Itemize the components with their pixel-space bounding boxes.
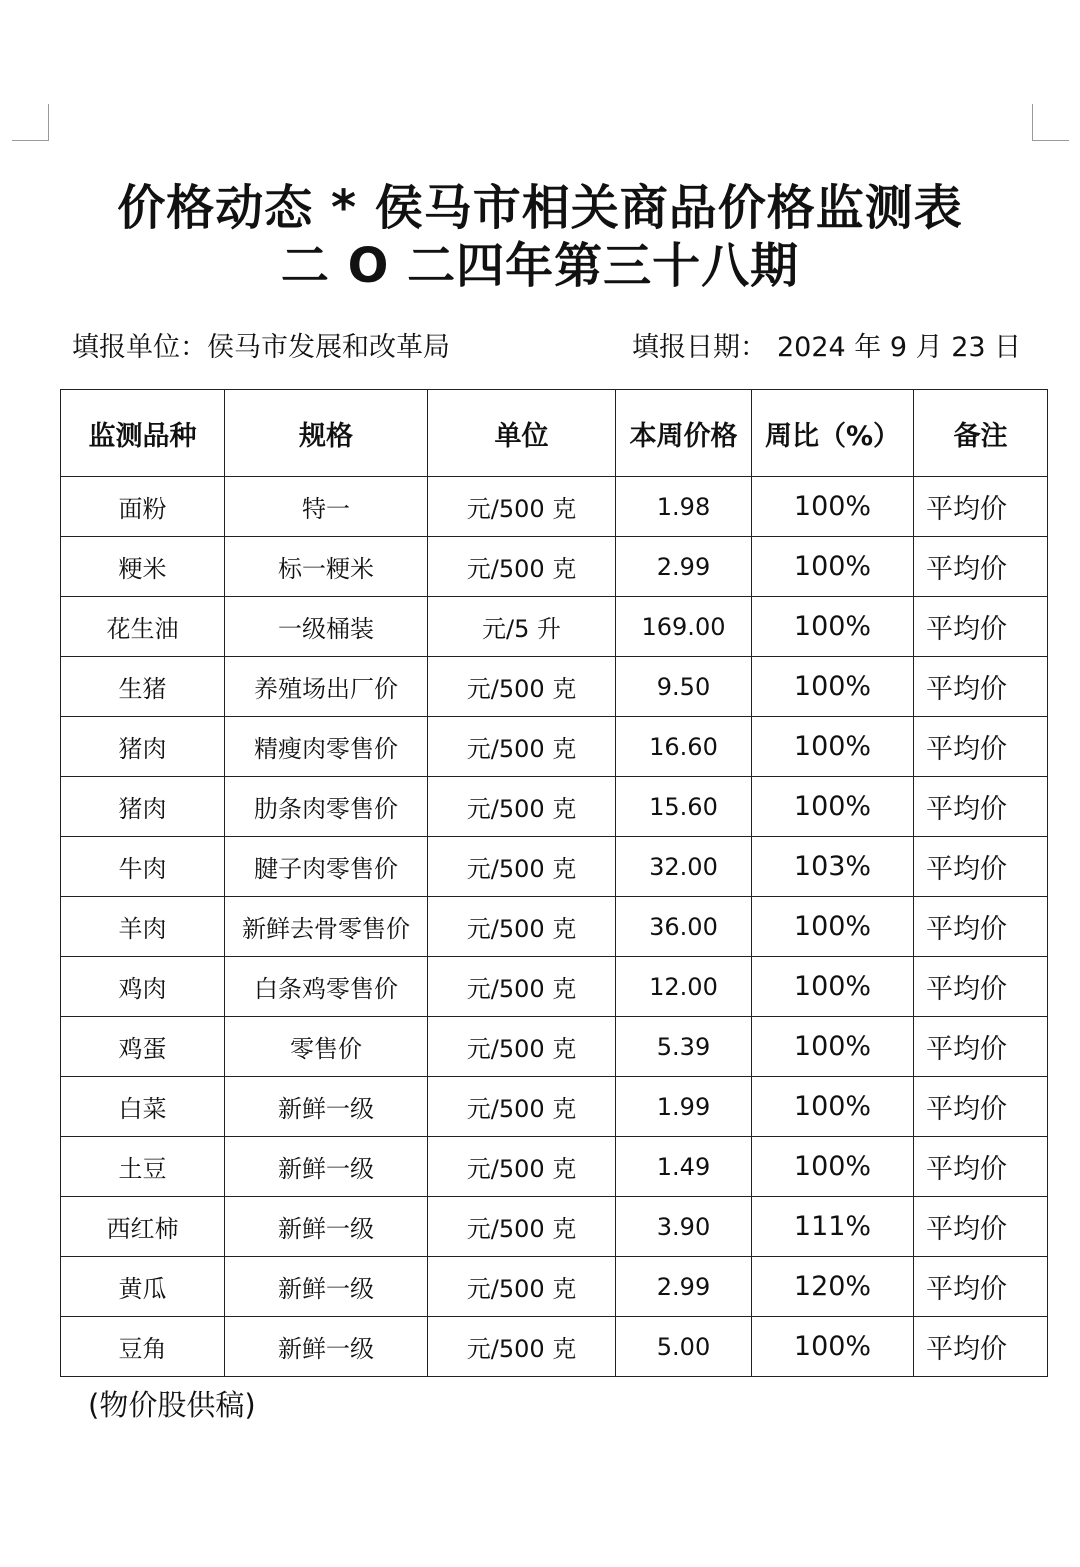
- cell-specification: 新鲜一级: [225, 1137, 428, 1197]
- cell-specification: 特一: [225, 477, 428, 537]
- cell-price: 1.99: [616, 1077, 752, 1137]
- cell-price: 32.00: [616, 837, 752, 897]
- cell-note: 平均价: [914, 657, 1048, 717]
- header-category: 监测品种: [61, 390, 225, 477]
- footer-source: (物价股供稿): [88, 1388, 256, 1422]
- cell-category: 牛肉: [61, 837, 225, 897]
- cell-week-ratio: 100%: [752, 657, 914, 717]
- table-row: [61, 657, 1048, 717]
- cell-specification: 精瘦肉零售价: [225, 717, 428, 777]
- cell-week-ratio: 100%: [752, 1017, 914, 1077]
- report-date: [632, 328, 1021, 368]
- page-corner-mark-right: [1032, 104, 1069, 141]
- cell-note: 平均价: [914, 777, 1048, 837]
- cell-unit: 元/500 克: [428, 657, 616, 717]
- cell-specification: 零售价: [225, 1017, 428, 1077]
- table-row: [61, 837, 1048, 897]
- cell-note: 平均价: [914, 1317, 1048, 1377]
- table-row: [61, 777, 1048, 837]
- cell-unit: 元/500 克: [428, 897, 616, 957]
- cell-specification: 新鲜一级: [225, 1077, 428, 1137]
- cell-category: 豆角: [61, 1317, 225, 1377]
- page-corner-mark-left: [12, 104, 49, 141]
- cell-category: 羊肉: [61, 897, 225, 957]
- cell-note: 平均价: [914, 717, 1048, 777]
- cell-week-ratio: 100%: [752, 897, 914, 957]
- report-unit-label: 填报单位：: [72, 332, 207, 363]
- cell-specification: 新鲜一级: [225, 1257, 428, 1317]
- cell-week-ratio: 100%: [752, 597, 914, 657]
- cell-price: 9.50: [616, 657, 752, 717]
- cell-note: 平均价: [914, 597, 1048, 657]
- cell-category: 花生油: [61, 597, 225, 657]
- cell-week-ratio: 120%: [752, 1257, 914, 1317]
- cell-note: 平均价: [914, 1257, 1048, 1317]
- table-row: [61, 957, 1048, 1017]
- cell-note: 平均价: [914, 957, 1048, 1017]
- cell-price: 16.60: [616, 717, 752, 777]
- cell-specification: 标一粳米: [225, 537, 428, 597]
- cell-specification: 新鲜去骨零售价: [225, 897, 428, 957]
- cell-unit: 元/500 克: [428, 1197, 616, 1257]
- table-row: [61, 1017, 1048, 1077]
- cell-week-ratio: 100%: [752, 717, 914, 777]
- cell-price: 1.98: [616, 477, 752, 537]
- header-note: 备注: [914, 390, 1048, 477]
- cell-category: 西红柿: [61, 1197, 225, 1257]
- cell-note: 平均价: [914, 1137, 1048, 1197]
- cell-note: 平均价: [914, 897, 1048, 957]
- report-date-label: 填报日期：: [632, 332, 767, 363]
- cell-unit: 元/500 克: [428, 477, 616, 537]
- header-price: 本周价格: [616, 390, 752, 477]
- table-row: [61, 1197, 1048, 1257]
- cell-category: 猪肉: [61, 777, 225, 837]
- cell-specification: 新鲜一级: [225, 1197, 428, 1257]
- cell-unit: 元/500 克: [428, 1017, 616, 1077]
- report-unit: [72, 328, 450, 368]
- cell-category: 黄瓜: [61, 1257, 225, 1317]
- cell-note: 平均价: [914, 1077, 1048, 1137]
- document-title: 价格动态 * 侯马市相关商品价格监测表: [117, 180, 963, 236]
- cell-note: 平均价: [914, 837, 1048, 897]
- cell-note: 平均价: [914, 477, 1048, 537]
- cell-specification: 养殖场出厂价: [225, 657, 428, 717]
- cell-specification: 腱子肉零售价: [225, 837, 428, 897]
- table-row: [61, 897, 1048, 957]
- cell-price: 3.90: [616, 1197, 752, 1257]
- table-row: [61, 1077, 1048, 1137]
- cell-week-ratio: 100%: [752, 1077, 914, 1137]
- cell-unit: 元/5 升: [428, 597, 616, 657]
- table-row: [61, 597, 1048, 657]
- cell-unit: 元/500 克: [428, 537, 616, 597]
- table-row: [61, 477, 1048, 537]
- cell-price: 2.99: [616, 1257, 752, 1317]
- cell-unit: 元/500 克: [428, 777, 616, 837]
- cell-price: 2.99: [616, 537, 752, 597]
- report-unit-value: 侯马市发展和改革局: [207, 332, 450, 363]
- cell-specification: 一级桶装: [225, 597, 428, 657]
- cell-category: 面粉: [61, 477, 225, 537]
- cell-unit: 元/500 克: [428, 1077, 616, 1137]
- table-row: [61, 1257, 1048, 1317]
- table-row: [61, 1137, 1048, 1197]
- cell-week-ratio: 100%: [752, 1137, 914, 1197]
- cell-category: 鸡肉: [61, 957, 225, 1017]
- cell-unit: 元/500 克: [428, 1137, 616, 1197]
- header-week-ratio: 周比（%）: [752, 390, 914, 477]
- table-row: [61, 537, 1048, 597]
- cell-category: 猪肉: [61, 717, 225, 777]
- cell-price: 1.49: [616, 1137, 752, 1197]
- cell-week-ratio: 100%: [752, 477, 914, 537]
- cell-price: 5.00: [616, 1317, 752, 1377]
- cell-week-ratio: 100%: [752, 957, 914, 1017]
- cell-price: 15.60: [616, 777, 752, 837]
- table-row: [61, 717, 1048, 777]
- cell-price: 5.39: [616, 1017, 752, 1077]
- cell-week-ratio: 100%: [752, 537, 914, 597]
- cell-unit: 元/500 克: [428, 957, 616, 1017]
- cell-note: 平均价: [914, 537, 1048, 597]
- table-row: [61, 1317, 1048, 1377]
- cell-week-ratio: 103%: [752, 837, 914, 897]
- cell-specification: 白条鸡零售价: [225, 957, 428, 1017]
- document-issue-title: 二 O 二四年第三十八期: [280, 238, 800, 294]
- cell-category: 粳米: [61, 537, 225, 597]
- cell-week-ratio: 100%: [752, 1317, 914, 1377]
- cell-unit: 元/500 克: [428, 1317, 616, 1377]
- cell-week-ratio: 111%: [752, 1197, 914, 1257]
- header-unit: 单位: [428, 390, 616, 477]
- cell-unit: 元/500 克: [428, 837, 616, 897]
- cell-price: 36.00: [616, 897, 752, 957]
- price-monitoring-table: [60, 389, 1048, 1377]
- cell-price: 12.00: [616, 957, 752, 1017]
- cell-unit: 元/500 克: [428, 717, 616, 777]
- cell-price: 169.00: [616, 597, 752, 657]
- cell-unit: 元/500 克: [428, 1257, 616, 1317]
- cell-specification: 肋条肉零售价: [225, 777, 428, 837]
- header-specification: 规格: [225, 390, 428, 477]
- table-header-row: [61, 390, 1048, 477]
- cell-category: 土豆: [61, 1137, 225, 1197]
- cell-category: 鸡蛋: [61, 1017, 225, 1077]
- report-date-value: 2024 年 9 月 23 日: [777, 332, 1022, 363]
- cell-week-ratio: 100%: [752, 777, 914, 837]
- cell-category: 生猪: [61, 657, 225, 717]
- cell-note: 平均价: [914, 1017, 1048, 1077]
- cell-specification: 新鲜一级: [225, 1317, 428, 1377]
- cell-note: 平均价: [914, 1197, 1048, 1257]
- cell-category: 白菜: [61, 1077, 225, 1137]
